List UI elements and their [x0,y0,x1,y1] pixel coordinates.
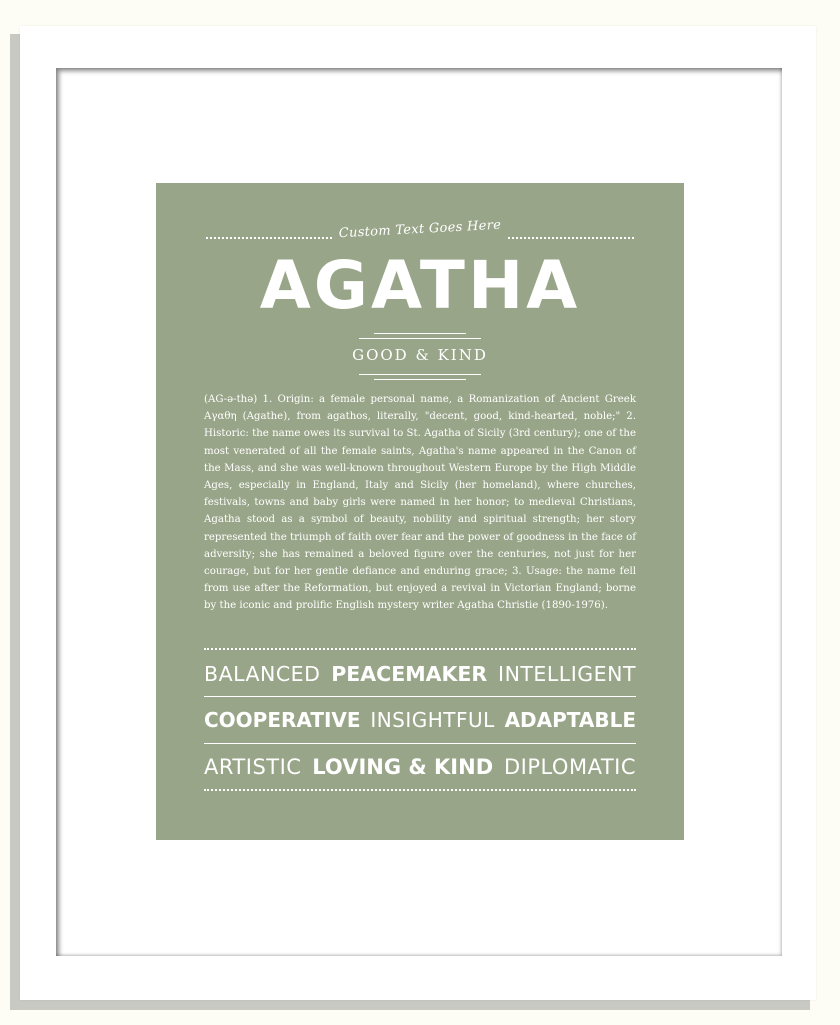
trait: COOPERATIVE [204,708,361,732]
name-print [156,183,684,840]
dotted-rule-right [508,237,634,239]
trait: INSIGHTFUL [370,708,495,732]
trait-separator [204,696,636,697]
trait-separator [204,743,636,744]
name-meaning: GOOD & KIND [352,346,488,364]
trait: PEACEMAKER [331,662,488,686]
custom-text: Custom Text Goes Here [338,217,502,242]
traits-row-3 [204,752,636,782]
divider-rule [374,333,466,334]
divider-rule [374,379,466,380]
trait: LOVING & KIND [312,755,494,779]
dotted-rule [204,789,636,791]
traits-row-1 [204,659,636,689]
name-definition: (AG-ə-thə) 1. Origin: a female personal name, a Romanization of Ancient Greek Αγαθη (Agathe), from agathos, literally, "decent, good, kind-hearted, noble;" 2. Historic: the name owes its survival to St. Agatha of Sicily (3rd century); one of the most venerated of all the female saints, Agatha's name appeared in the Canon of the Mass, and she was well-known throughout Western Europe by the High Middle Ages, especially in England, Italy and Sicily (her homeland), where churches, festivals, towns and baby girls were named in her honor; to medieval Christians, Agatha stood as a symbol of beauty, nobility and spiritual strength; her story represented the triumph of faith over fear and the power of goodness in the face of adversity; she has remained a beloved figure over the centuries, not just for her courage, but for her gentle defiance and enduring grace; 3. Usage: the name fell from use after the Reformation, but enjoyed a revival in Victorian England; borne by the iconic and prolific English mystery writer Agatha Christie (1890-1976). [204,394,636,612]
traits-row-2 [204,705,636,735]
trait: ADAPTABLE [504,708,636,732]
trait: INTELLIGENT [498,662,636,686]
divider-rule [359,338,481,339]
trait: DIPLOMATIC [503,755,636,779]
dotted-rule [204,648,636,650]
name-title: AGATHA [259,247,581,324]
trait: BALANCED [204,662,321,686]
trait: ARTISTIC [204,755,302,779]
divider-rule [359,374,481,375]
